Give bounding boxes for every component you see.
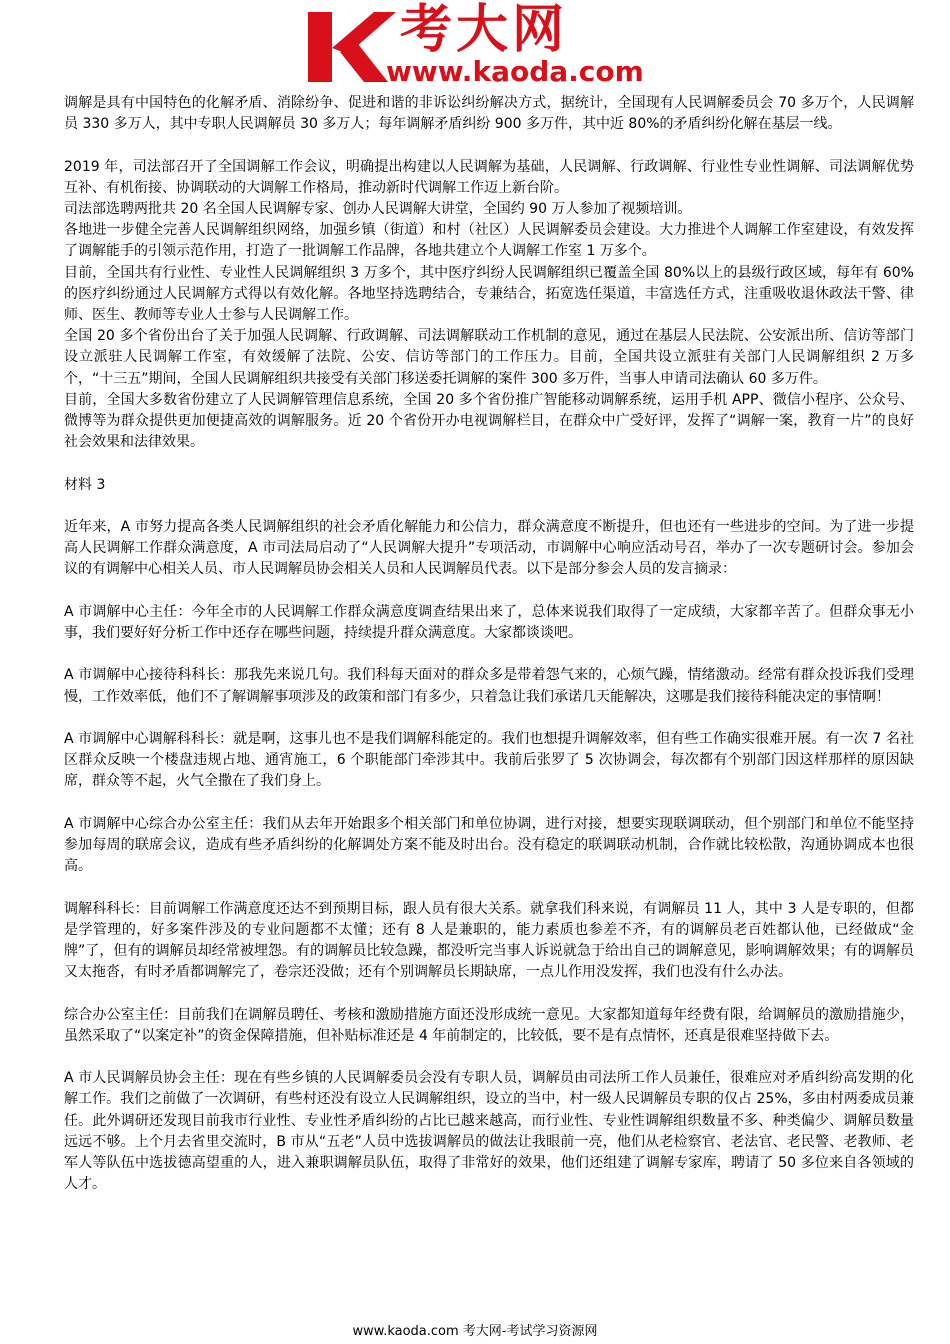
paragraph-association-director: A 市人民调解员协会主任：现在有些乡镇的人民调解委员会没有专职人员，调解员由司法所工作人员兼任，很难应对矛盾纠纷高发期的化解工作。我们之前做了一次调研，有些村还没有设立人民调解组织，设立的当中，村一级人民调解员专职的仅占 25%，多由村两委成员兼任。此外调研还发现目前我市行业性、专业性矛盾纠纷的占比已越来越高，而行业性、专业性调解组织数量不多、种类偏少、调解员数量远远不够。上个月去省里交流时，B 市从“五老”人员中选拔调解员的做法让我眼前一亮，他们从老检察官、老法官、老民警、老教师、老军人等队伍中选拔德高望重的人，进入兼职调解员队伍，取得了非常好的效果，他们还组建了调解专家库，聘请了 50 多位来自各领域的人才。 <box>64 1070 914 1193</box>
paragraph-experts: 司法部选聘两批共 20 名全国人民调解专家、创办人民调解大讲堂，全国约 90 万人参加了视频培训。 <box>64 201 692 217</box>
paragraph-mediation-chief-staff: 调解科科长：目前调解工作满意度还达不到预期目标，跟人员有很大关系。就拿我们科来说，有调解员 11 人，其中 3 人是专职的，但都是学管理的，好多案件涉及的专业问题都不太懂；还有 8 人是兼职的，能力素质也参差不齐，有的调解员老百姓都认他，已经做成“金牌”了，但有的调解员却经常被埋怨。有的调解员比较急躁，都没听完当事人诉说就急于给出自己的调解意见，影响调解效果；有的调解员又太拖沓，有时矛盾都调解完了，卷宗还没做；还有个别调解员长期缺席，一点儿作用没发挥，我们也没有什么办法。 <box>64 900 914 981</box>
paragraph-gap <box>64 1047 914 1068</box>
logo-title: 考大网 <box>400 0 569 60</box>
document-body <box>64 93 914 1195</box>
paragraph-linkage: 全国 20 多个省份出台了关于加强人民调解、行政调解、司法调解联动工作机制的意见，通过在基层人民法院、公安派出所、信访等部门设立派驻人民调解工作室，有效缓解了法院、公安、信访等部门的工作压力。目前，全国共设立派驻有关部门人民调解组织 2 万多个，“十三五”期间，全国人民调解组织共接受有关部门移送委托调解的案件 300 多万件，当事人申请司法确认 60 多万件。 <box>64 328 914 387</box>
paragraph-network: 各地进一步健全完善人民调解组织网络，加强乡镇（街道）和村（社区）人民调解委员会建设。大力推进个人调解工作室建设，有效发挥了调解能手的引领示范作用，打造了一批调解工作品牌，各地共建立个人调解工作室 1 万多个。 <box>64 222 914 260</box>
paragraph-2019-conference: 2019 年，司法部召开了全国调解工作会议，明确提出构建以人民调解为基础，人民调解、行政调解、行业性专业性调解、司法调解优势互补、有机衔接、协调联动的大调解工作格局，推动新时代调解工作迈上新台阶。 <box>64 158 914 196</box>
paragraph-gap <box>64 793 914 814</box>
paragraph-gap <box>64 708 914 729</box>
paragraph-gap <box>64 135 914 156</box>
paragraph-gap <box>64 581 914 602</box>
paragraph-industry-orgs: 目前，全国共有行业性、专业性人民调解组织 3 万多个，其中医疗纠纷人民调解组织已覆盖全国 80%以上的县级行政区域，每年有 60%的医疗纠纷通过人民调解方式得以有效化解。各地坚持选聘结合，专兼结合，拓宽选任渠道，丰富选任方式，注重吸收退休政法干警、律师、医生、教师等专业人士参与人民调解工作。 <box>64 264 914 324</box>
page-footer: www.kaoda.com 考大网-考试学习资源网 <box>352 1324 598 1339</box>
logo-url: www.kaoda.com <box>386 55 644 88</box>
paragraph-office-director-incentives: 综合办公室主任：目前我们在调解员聘任、考核和激励措施方面还没形成统一意见。大家都知道每年经费有限，给调解员的激励措施少，虽然采取了“以案定补”的资金保障措施，但补贴标准还是 4 年前制定的，比较低，要不是有点情怀，还真是很难坚持做下去。 <box>64 1006 914 1044</box>
paragraph-intro: 调解是具有中国特色的化解矛盾、消除纷争、促进和谐的非诉讼纠纷解决方式，据统计，全国现有人民调解委员会 70 多万个，人民调解员 330 多万人，其中专职人民调解员 30 多万人；每年调解矛盾纠纷 900 多万件，其中近 80%的矛盾纠纷化解在基层一线。 <box>64 95 914 133</box>
section-heading-material-3: 材料 3 <box>64 476 106 493</box>
paragraph-gap <box>64 983 914 1004</box>
paragraph-mediation-chief: A 市调解中心调解科科长：就是啊，这事儿也不是我们调解科能定的。我们也想提升调解效率，但有些工作确实很难开展。有一次 7 名社区群众反映一个楼盘违规占地、通宵施工，6 个职能部门牵涉其中。我前后张罗了 5 次协调会，每次都有个别部门因这样那样的原因缺席，群众等不起，火气全撒在了我们身上。 <box>64 731 914 790</box>
kaoda-k-logo-icon <box>304 8 396 86</box>
paragraph-gap <box>64 496 914 517</box>
paragraph-gap <box>64 644 914 665</box>
site-header <box>300 0 660 92</box>
paragraph-reception-chief: A 市调解中心接待科科长：那我先来说几句。我们科每天面对的群众多是带着怨气来的，心烦气躁，情绪激动。经常有群众投诉我们受理慢，工作效率低，他们不了解调解事项涉及的政策和部门有多少，只着急让我们承诺几天能解决，这哪是我们接待科能决定的事情啊！ <box>64 667 914 705</box>
paragraph-gap <box>64 877 914 898</box>
paragraph-information-systems: 目前，全国大多数省份建立了人民调解管理信息系统，全国 20 多个省份推广智能移动调解系统，运用手机 APP、微信小程序、公众号、微博等为群众提供更加便捷高效的调解服务。近 20 个省份开办电视调解栏目，在群众中广受好评，发挥了“调解一案，教育一片”的良好社会效果和法律效果。 <box>64 391 914 451</box>
paragraph-gap <box>64 453 914 474</box>
paragraph-office-director: A 市调解中心综合办公室主任：我们从去年开始跟多个相关部门和单位协调，进行对接，想要实现联调联动，但个别部门和单位不能坚持参加每周的联席会议，造成有些矛盾纠纷的化解调处方案不能及时出台。没有稳定的联调联动机制，合作就比较松散，沟通协调成本也很高。 <box>64 815 914 875</box>
paragraph-center-director: A 市调解中心主任：今年全市的人民调解工作群众满意度调查结果出来了，总体来说我们取得了一定成绩，大家都辛苦了。但群众事无小事，我们要好好分析工作中还存在哪些问题，持续提升群众满意度。大家都谈谈吧。 <box>64 603 914 642</box>
paragraph-material-3-intro: 近年来，A 市努力提高各类人民调解组织的社会矛盾化解能力和公信力，群众满意度不断提升，但也还有一些进步的空间。为了进一步提高人民调解工作群众满意度，A 市司法局启动了“人民调解大提升”专项活动，市调解中心响应活动号召，举办了一次专题研讨会。参加会议的有调解中心相关人员、市人民调解员协会相关人员和人民调解员代表。以下是部分参会人员的发言摘录： <box>64 519 914 578</box>
